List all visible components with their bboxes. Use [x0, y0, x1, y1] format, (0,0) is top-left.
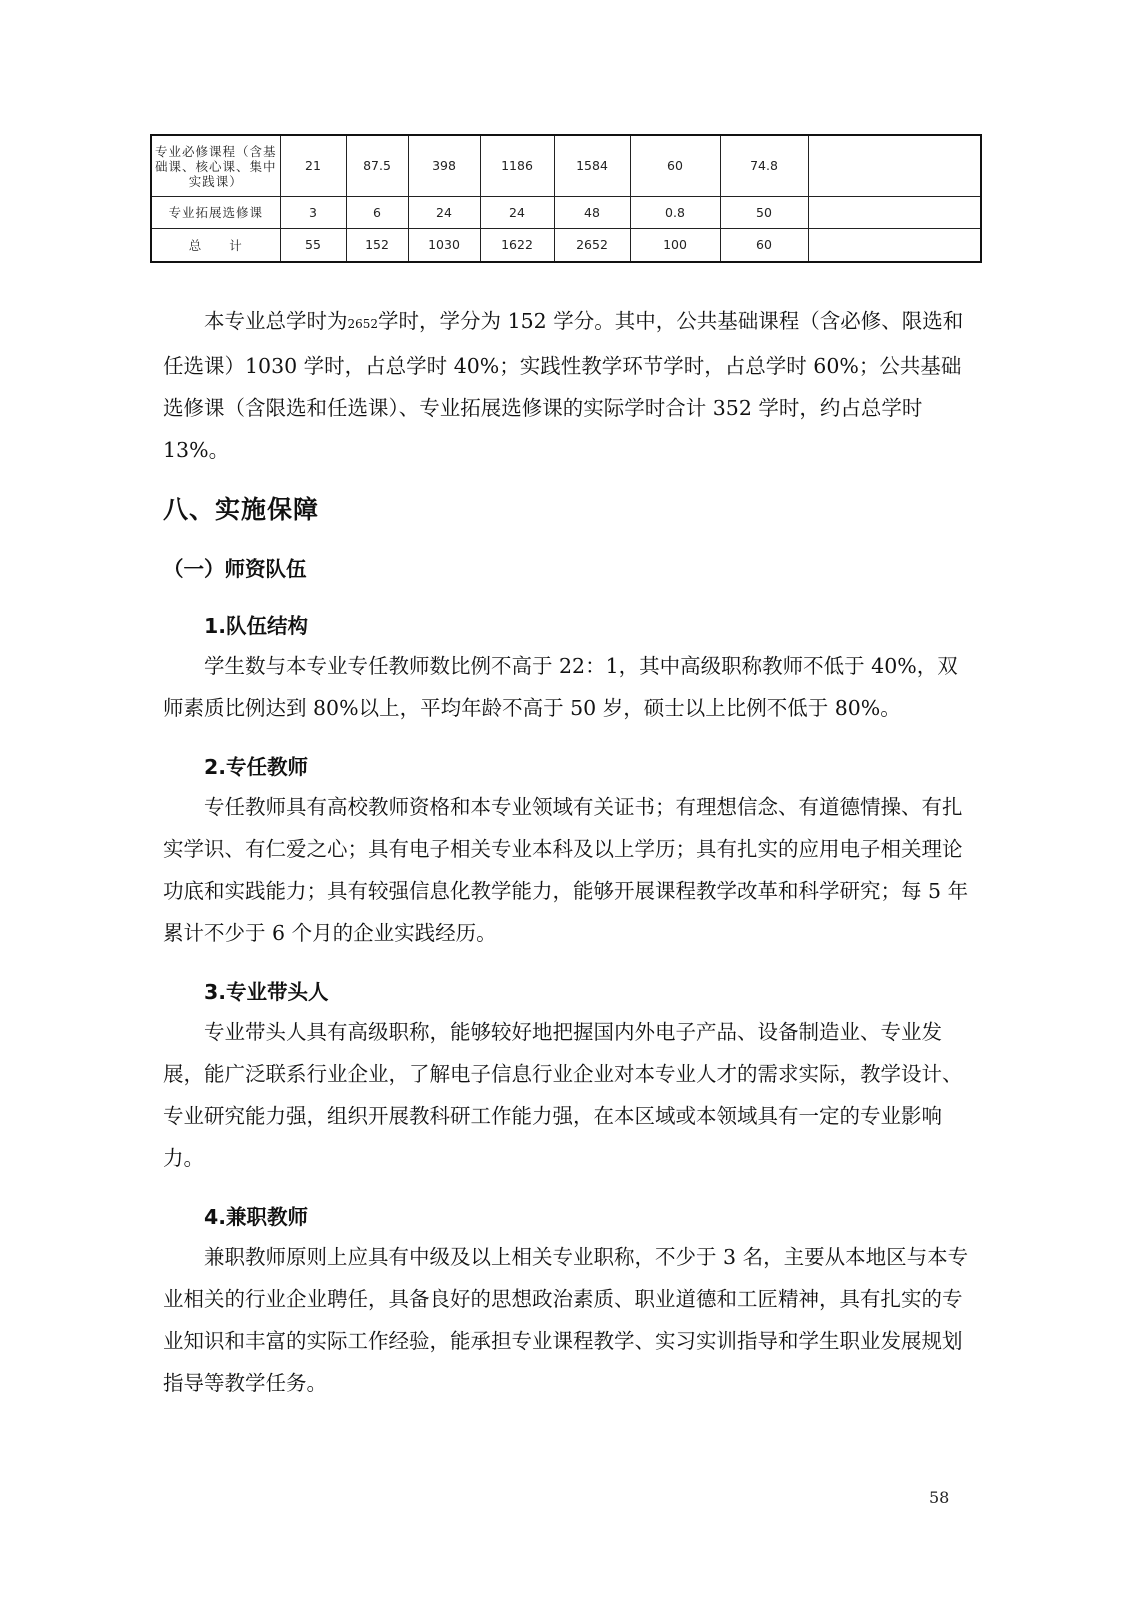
summary-paragraph — [163, 300, 973, 471]
row-label-total: 总 计 — [151, 229, 280, 263]
summary-text-b: 学时，学分为 152 学分。其中，公共基础课程（含必修、限选和任选课）1030 学时，占总学时 40%；实践性教学环节学时，占总学时 60%；公共基础选修课（含限选和任选课）、专业拓展选修课的实际学时合计 352 学时，约占总学时 13%。 — [163, 309, 964, 462]
table-cell — [808, 135, 981, 197]
table-cell: 100 — [630, 229, 720, 263]
table-cell: 21 — [280, 135, 346, 197]
table-cell: 6 — [346, 197, 408, 229]
section-title: 八、实施保障 — [163, 495, 320, 524]
item-body-discipline-leader — [163, 1011, 973, 1179]
table-cell: 48 — [554, 197, 630, 229]
table-cell: 0.8 — [630, 197, 720, 229]
credit-hours-table — [150, 134, 980, 263]
item-body-text: 专业带头人具有高级职称，能够较好地把握国内外电子产品、设备制造业、专业发展，能广泛联系行业企业，了解电子信息行业企业对本专业人才的需求实际，教学设计、专业研究能力强，组织开展教科研工作能力强，在本区域或本领域具有一定的专业影响力。 — [163, 1020, 963, 1170]
page-number: 58 — [929, 1488, 950, 1507]
table-row — [151, 197, 981, 229]
row-label: 专业拓展选修课 — [151, 197, 280, 229]
item-title-discipline-leader: 3.专业带头人 — [204, 980, 329, 1004]
table-cell: 398 — [408, 135, 480, 197]
table-row — [151, 135, 981, 197]
table-cell: 1622 — [480, 229, 554, 263]
table-cell: 1186 — [480, 135, 554, 197]
table-cell: 24 — [408, 197, 480, 229]
table-cell: 2652 — [554, 229, 630, 263]
table-cell: 24 — [480, 197, 554, 229]
table-cell — [808, 229, 981, 263]
table-cell: 74.8 — [720, 135, 808, 197]
summary-text-a: 本专业总学时为 — [204, 309, 348, 333]
item-body-text: 兼职教师原则上应具有中级及以上相关专业职称，不少于 3 名，主要从本地区与本专业相关的行业企业聘任，具备良好的思想政治素质、职业道德和工匠精神，具有扎实的专业知识和丰富的实际工作经验，能承担专业课程教学、实习实训指导和学生职业发展规划指导等教学任务。 — [163, 1245, 969, 1395]
table-cell: 87.5 — [346, 135, 408, 197]
item-title-full-time-teachers: 2.专任教师 — [204, 755, 309, 779]
credit-table — [150, 134, 982, 263]
table-row — [151, 229, 981, 263]
item-title-team-structure: 1.队伍结构 — [204, 614, 309, 638]
table-cell — [808, 197, 981, 229]
table-cell: 3 — [280, 197, 346, 229]
item-body-full-time-teachers — [163, 786, 973, 954]
table-cell: 1584 — [554, 135, 630, 197]
item-body-text: 专任教师具有高校教师资格和本专业领域有关证书；有理想信念、有道德情操、有扎实学识、有仁爱之心；具有电子相关专业本科及以上学历；具有扎实的应用电子相关理论功底和实践能力；具有较强信息化教学能力，能够开展课程教学改革和科学研究；每 5 年累计不少于 6 个月的企业实践经历。 — [163, 795, 969, 945]
item-body-part-time-teachers — [163, 1236, 973, 1404]
table-cell: 60 — [720, 229, 808, 263]
table-cell: 60 — [630, 135, 720, 197]
item-body-team-structure — [163, 645, 973, 729]
row-label: 专业必修课程（含基础课、核心课、集中实践课） — [151, 135, 280, 197]
table-cell: 50 — [720, 197, 808, 229]
subsection-title: （一）师资队伍 — [163, 557, 307, 581]
item-title-part-time-teachers: 4.兼职教师 — [204, 1205, 309, 1229]
table-cell: 152 — [346, 229, 408, 263]
table-cell: 1030 — [408, 229, 480, 263]
summary-total-hours: 2652 — [347, 317, 379, 331]
table-cell: 55 — [280, 229, 346, 263]
item-body-text: 学生数与本专业专任教师数比例不高于 22：1，其中高级职称教师不低于 40%，双师素质比例达到 80%以上，平均年龄不高于 50 岁，硕士以上比例不低于 80%。 — [163, 654, 958, 720]
